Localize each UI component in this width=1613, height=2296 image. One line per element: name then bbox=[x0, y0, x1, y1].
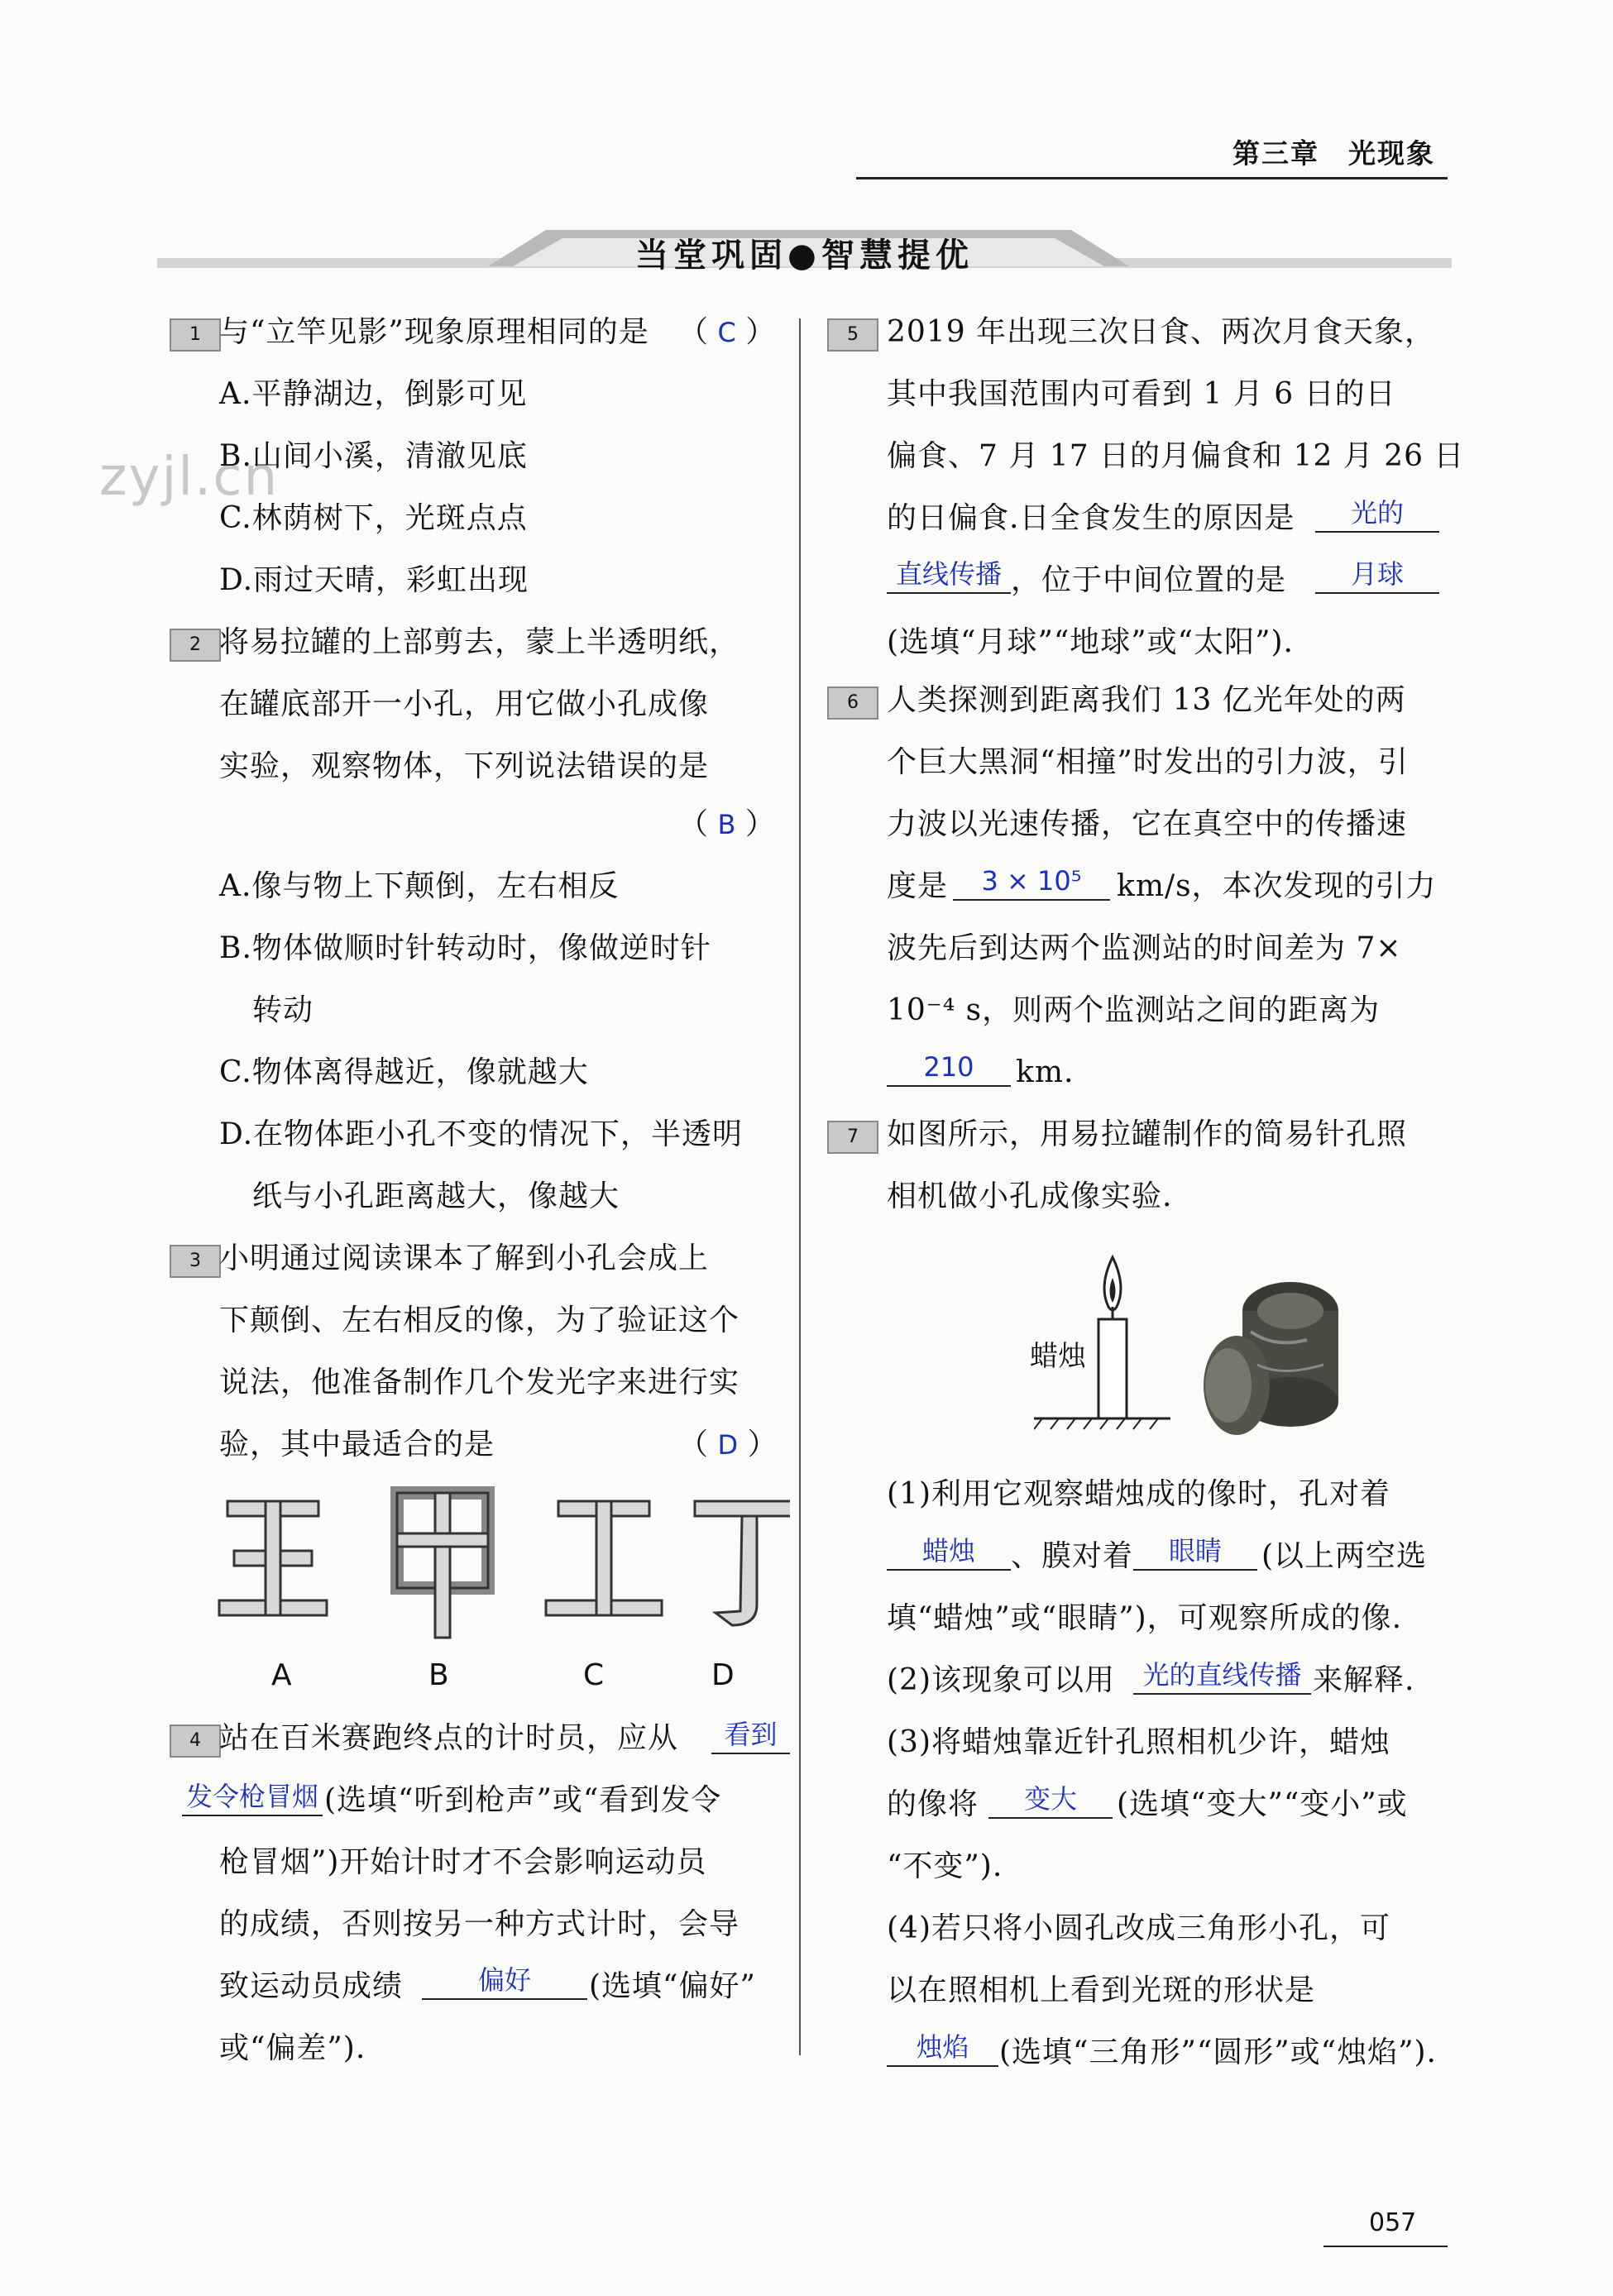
q6-line: 人类探测到距离我们 13 亿光年处的两 bbox=[887, 683, 1406, 717]
q5-line: (选填“月球”“地球”或“太阳”). bbox=[887, 625, 1294, 659]
q6-line: 波先后到达两个监测站的时间差为 7× bbox=[887, 931, 1402, 965]
q4-blank-1b: 发令枪冒烟 bbox=[182, 1778, 323, 1816]
q4-line: 或“偏差”). bbox=[219, 2031, 366, 2065]
q7-sub4-line: (4)若只将小圆孔改成三角形小孔，可 bbox=[887, 1911, 1390, 1945]
column-divider bbox=[799, 318, 801, 2055]
question-number: 1 bbox=[170, 318, 221, 352]
q5-line: ，位于中间位置的是 bbox=[1011, 563, 1287, 597]
q2-stem-line: 实验，观察物体，下列说法错误的是 bbox=[219, 749, 710, 783]
q7-sub2-line: 来解释. bbox=[1313, 1663, 1415, 1697]
q2-option-b-cont: 转动 bbox=[252, 993, 314, 1027]
page-number: 057 bbox=[1369, 2208, 1417, 2237]
q3-stem-line: 小明通过阅读课本了解到小孔会成上 bbox=[219, 1241, 710, 1275]
q4-line: 枪冒烟”)开始计时才不会影响运动员 bbox=[219, 1845, 707, 1879]
q5-line: 2019 年出现三次日食、两次月食天象， bbox=[887, 315, 1436, 349]
q2-option-a: A.像与物上下颠倒，左右相反 bbox=[219, 869, 620, 903]
q6-line: 个巨大黑洞“相撞”时发出的引力波，引 bbox=[887, 745, 1409, 779]
q3-option-label-a: A bbox=[271, 1658, 292, 1692]
banner-title: 当堂巩固●智慧提优 bbox=[635, 236, 974, 275]
q3-stem-line: 下颠倒、左右相反的像，为了验证这个 bbox=[219, 1303, 740, 1337]
q4-line: (选填“听到枪声”或“看到发令 bbox=[324, 1783, 722, 1817]
q7-sub3-line: (选填“变大”“变小”或 bbox=[1117, 1787, 1408, 1821]
watermark: zyjl.cn bbox=[99, 447, 280, 508]
q2-answer-paren: （ B ） bbox=[678, 807, 775, 841]
q7-line: 相机做小孔成像实验. bbox=[887, 1179, 1173, 1213]
can-camera-icon bbox=[1204, 1282, 1338, 1435]
q3-option-label-c: C bbox=[583, 1658, 605, 1692]
q4-blank-2: 偏好 bbox=[422, 1962, 587, 2000]
q6-line: 力波以光速传播，它在真空中的传播速 bbox=[887, 807, 1408, 841]
q5-blank-2: 月球 bbox=[1315, 556, 1439, 594]
q7-sub4-line: (选填“三角形”“圆形”或“烛焰”). bbox=[999, 2035, 1437, 2069]
q6-line: km/s，本次发现的引力 bbox=[1117, 869, 1437, 903]
q7-sub3-line: “不变”). bbox=[887, 1849, 1003, 1883]
question-number: 5 bbox=[827, 318, 878, 352]
q3-stem-line: 说法，他准备制作几个发光字来进行实 bbox=[219, 1366, 740, 1399]
q3-option-label-d: D bbox=[711, 1658, 735, 1692]
q1-option-b: B.山间小溪，清澈见底 bbox=[219, 439, 528, 473]
chapter-title: 第三章 光现象 bbox=[1232, 137, 1435, 170]
q7-sub3-line: (3)将蜡烛靠近针孔照相机少许，蜡烛 bbox=[887, 1725, 1390, 1759]
q2-stem-line: 将易拉罐的上部剪去，蒙上半透明纸， bbox=[219, 625, 740, 659]
q7-sub1-line: 、膜对着 bbox=[1011, 1539, 1134, 1573]
q7-blank-4: 变大 bbox=[988, 1781, 1113, 1819]
q5-line: 偏食、7 月 17 日的月偏食和 12 月 26 日 bbox=[887, 439, 1465, 473]
q2-answer: B bbox=[717, 809, 736, 840]
header-rule bbox=[856, 177, 1448, 179]
q5-line: 其中我国范围内可看到 1 月 6 日的日 bbox=[887, 377, 1396, 411]
q7-sub4-line: 以在照相机上看到光斑的形状是 bbox=[887, 1973, 1316, 2007]
q3-answer: D bbox=[717, 1429, 739, 1461]
q4-line: (选填“偏好” bbox=[589, 1969, 756, 2003]
q7-sub1-line: 填“蜡烛”或“眼睛”)，可观察所成的像. bbox=[887, 1601, 1403, 1635]
q1-option-d: D.雨过天晴，彩虹出现 bbox=[219, 563, 529, 597]
q1-stem: 与“立竿见影”现象原理相同的是 bbox=[219, 315, 649, 349]
q7-blank-1: 蜡烛 bbox=[887, 1533, 1011, 1571]
q5-line: 的日偏食.日全食发生的原因是 bbox=[887, 501, 1295, 535]
q6-line: 10⁻⁴ s，则两个监测站之间的距离为 bbox=[887, 993, 1381, 1027]
q7-blank-2: 眼睛 bbox=[1133, 1533, 1257, 1571]
q7-sub3-line: 的像将 bbox=[887, 1787, 979, 1821]
pinhole-camera-figure bbox=[1034, 1241, 1390, 1456]
q6-line: 度是 bbox=[887, 869, 949, 903]
q1-answer: C bbox=[717, 317, 736, 348]
q3-answer-paren: （ D ） bbox=[678, 1428, 778, 1461]
q4-blank-1a: 看到 bbox=[711, 1716, 790, 1754]
q1-answer-paren: （ C ） bbox=[678, 315, 776, 349]
question-number: 2 bbox=[170, 629, 221, 662]
q6-blank-2: 210 bbox=[887, 1049, 1011, 1087]
q5-blank-1a: 光的 bbox=[1315, 495, 1439, 533]
question-number: 7 bbox=[827, 1121, 878, 1154]
q2-option-b: B.物体做顺时针转动时，像做逆时针 bbox=[219, 931, 711, 965]
q5-blank-1b: 直线传播 bbox=[887, 556, 1011, 594]
question-number: 3 bbox=[170, 1245, 221, 1278]
q6-line: km. bbox=[1016, 1055, 1075, 1089]
q1-option-a: A.平静湖边，倒影可见 bbox=[219, 377, 528, 411]
q3-glyph-figures bbox=[211, 1480, 790, 1646]
q7-blank-3: 光的直线传播 bbox=[1133, 1657, 1311, 1695]
candle-icon bbox=[1098, 1319, 1127, 1418]
section-banner bbox=[157, 223, 1452, 281]
candle-label: 蜡烛 bbox=[1030, 1340, 1086, 1373]
q7-line: 如图所示，用易拉罐制作的简易针孔照 bbox=[887, 1117, 1408, 1151]
q2-stem-line: 在罐底部开一小孔，用它做小孔成像 bbox=[219, 687, 710, 721]
question-number: 6 bbox=[827, 686, 878, 720]
question-number: 4 bbox=[170, 1724, 221, 1758]
q1-option-c: C.林荫树下，光斑点点 bbox=[219, 501, 528, 535]
q4-line: 站在百米赛跑终点的计时员，应从 bbox=[219, 1721, 679, 1755]
q6-blank-1: 3 × 10⁵ bbox=[953, 863, 1110, 901]
q2-option-c: C.物体离得越近，像就越大 bbox=[219, 1055, 589, 1089]
q3-option-label-b: B bbox=[428, 1658, 449, 1692]
q3-stem-line: 验，其中最适合的是 bbox=[219, 1428, 495, 1461]
q2-option-d-cont: 纸与小孔距离越大，像越大 bbox=[252, 1179, 620, 1213]
q4-line: 致运动员成绩 bbox=[219, 1969, 404, 2003]
q7-blank-5: 烛焰 bbox=[887, 2029, 998, 2067]
q7-sub1-line: (1)利用它观察蜡烛成的像时，孔对着 bbox=[887, 1477, 1390, 1511]
q2-option-d: D.在物体距小孔不变的情况下，半透明 bbox=[219, 1117, 744, 1151]
q7-sub1-line: (以上两空选 bbox=[1261, 1539, 1428, 1573]
q4-line: 的成绩，否则按另一种方式计时，会导 bbox=[219, 1907, 740, 1941]
q7-sub2-line: (2)该现象可以用 bbox=[887, 1663, 1115, 1697]
footer-rule bbox=[1323, 2246, 1448, 2247]
